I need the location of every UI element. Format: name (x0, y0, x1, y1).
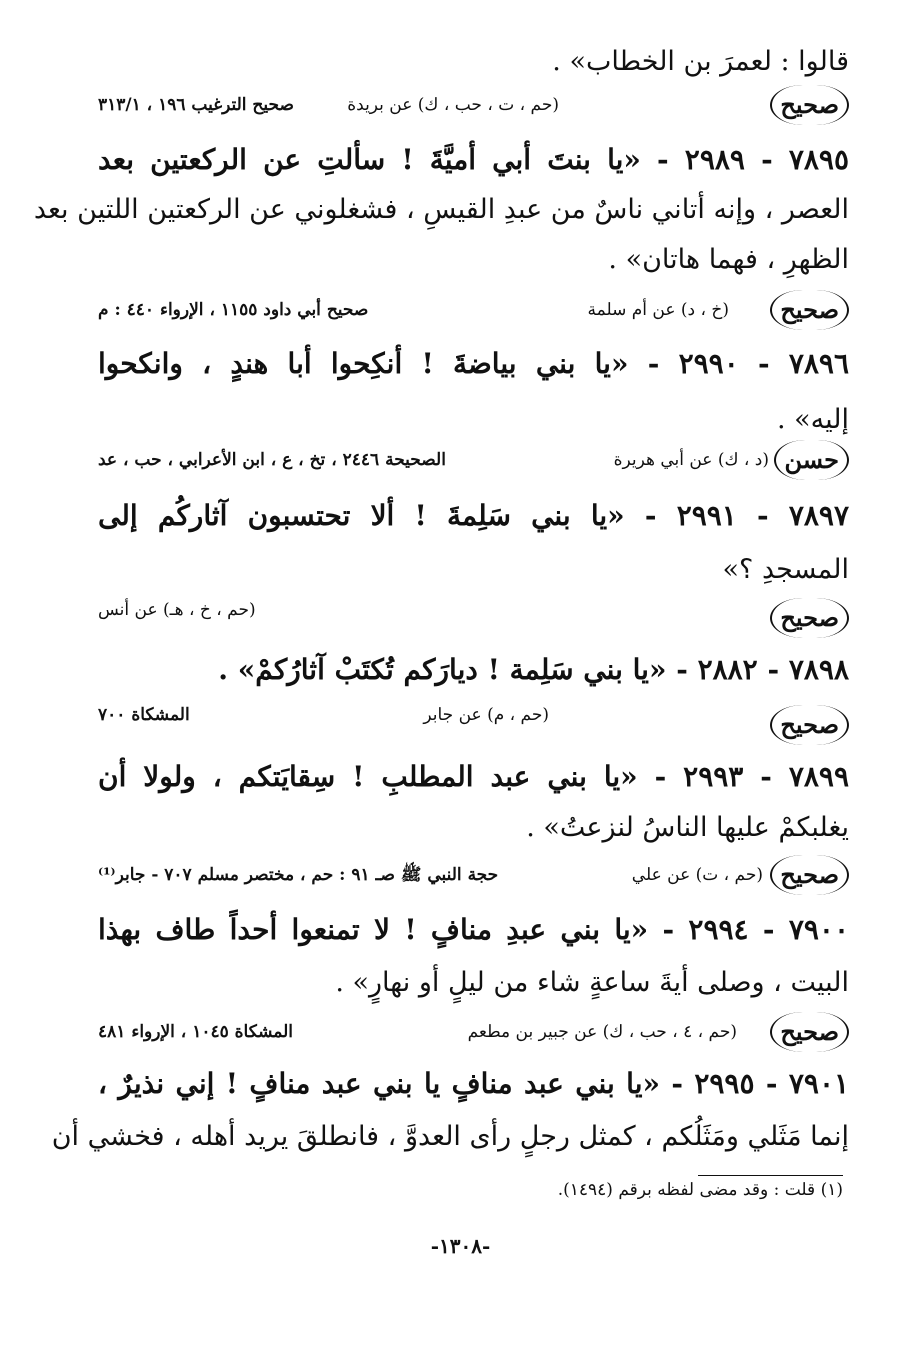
page-number: -١٣٠٨- (430, 1234, 491, 1258)
grading-row (98, 1012, 849, 1056)
source-attribution: (حم ، ٤ ، حب ، ك) عن جبير بن مطعم (467, 1022, 737, 1042)
reference-note: حجة النبي ﷺ صـ ٩١ : حم ، مختصر مسلم ٧٠٧ - جابر⁽¹⁾ (98, 865, 499, 885)
hadith-line: ٧٨٩٧ - ٢٩٩١ - «يا بني سَلِمةَ ! ألا تحتسبون آثاركُم إلى (98, 499, 849, 532)
hadith-line: ٧٨٩٩ - ٢٩٩٣ - «يا بني عبد المطلبِ ! سِقايَتكم ، ولولا أن (98, 760, 849, 793)
source-attribution: (حم ، م) عن جابر (423, 705, 549, 725)
grade-badge: صحيح (770, 855, 849, 895)
text-line: يغلبكمْ عليها الناسُ لنزعتُ» . (526, 812, 849, 843)
grade-badge: صحيح (770, 705, 849, 745)
grading-row (98, 290, 849, 334)
grade-badge: صحيح (770, 85, 849, 125)
text-line: قالوا : لعمرَ بن الخطاب» . (552, 46, 849, 77)
text-line: إليه» . (776, 404, 849, 435)
grade-badge: حسن (774, 440, 849, 480)
text-line: البيت ، وصلى أيةَ ساعةٍ شاء من ليلٍ أو نهارٍ» . (335, 967, 849, 998)
reference-note: الصحيحة ٢٤٤٦ ، تخ ، ع ، ابن الأعرابي ، حب ، عد (98, 450, 446, 470)
text-line: المسجدِ ؟» (722, 554, 849, 585)
grade-badge: صحيح (770, 598, 849, 638)
text-line: إنما مَثَلي ومَثَلُكم ، كمثل رجلٍ رأى العدوَّ ، فانطلقَ يريد أهله ، فخشي أن (51, 1121, 849, 1152)
reference-note: المشكاة ١٠٤٥ ، الإرواء ٤٨١ (98, 1022, 294, 1042)
hadith-line: ٧٩٠١ - ٢٩٩٥ - «يا بني عبد منافٍ يا بني عبد منافٍ ! إني نذيرٌ ، (98, 1067, 850, 1100)
hadith-line: ٧٨٩٦ - ٢٩٩٠ - «يا بني بياضةَ ! أنكِحوا أبا هندٍ ، وانكحوا (98, 347, 849, 380)
grade-badge: صحيح (770, 1012, 849, 1052)
text-line: العصر ، وإنه أتاني ناسٌ من عبدِ القيسِ ، فشغلوني عن الركعتين اللتين بعد (33, 194, 849, 225)
reference-note: صحيح الترغيب ١٩٦ ، ٣١٣/١ (98, 95, 294, 115)
hadith-line: ٧٩٠٠ - ٢٩٩٤ - «يا بني عبدِ منافٍ ! لا تمنعوا أحداً طاف بهذا (98, 913, 849, 946)
source-attribution: (خ ، د) عن أم سلمة (587, 300, 729, 320)
grading-row (98, 440, 849, 484)
text-line: الظهرِ ، فهما هاتان» . (608, 244, 849, 275)
source-attribution: (حم ، خ ، هـ) عن أنس (98, 600, 256, 620)
reference-note: صحيح أبي داود ١١٥٥ ، الإرواء ٤٤٠ : م (98, 300, 369, 320)
hadith-line: ٧٨٩٥ - ٢٩٨٩ - «يا بنتَ أبي أميَّةَ ! سألتِ عن الركعتين بعد (98, 143, 849, 176)
grading-row (98, 695, 849, 739)
source-attribution: (حم ، ت) عن علي (631, 865, 763, 885)
source-attribution: (د ، ك) عن أبي هريرة (613, 450, 769, 470)
footnote-separator (698, 1175, 843, 1176)
source-attribution: (حم ، ت ، حب ، ك) عن بريدة (347, 95, 559, 115)
grading-row (98, 590, 849, 634)
hadith-line: ٧٨٩٨ - ٢٨٨٢ - «يا بني سَلِمة ! ديارَكم تُكتَبْ آثارُكمْ» . (218, 653, 849, 686)
grading-row (98, 855, 849, 899)
grading-row (98, 85, 849, 129)
reference-note: المشكاة ٧٠٠ (98, 705, 190, 725)
grade-badge: صحيح (770, 290, 849, 330)
footnote: (١) قلت : وقد مضى لفظه برقم (١٤٩٤). (557, 1180, 843, 1200)
